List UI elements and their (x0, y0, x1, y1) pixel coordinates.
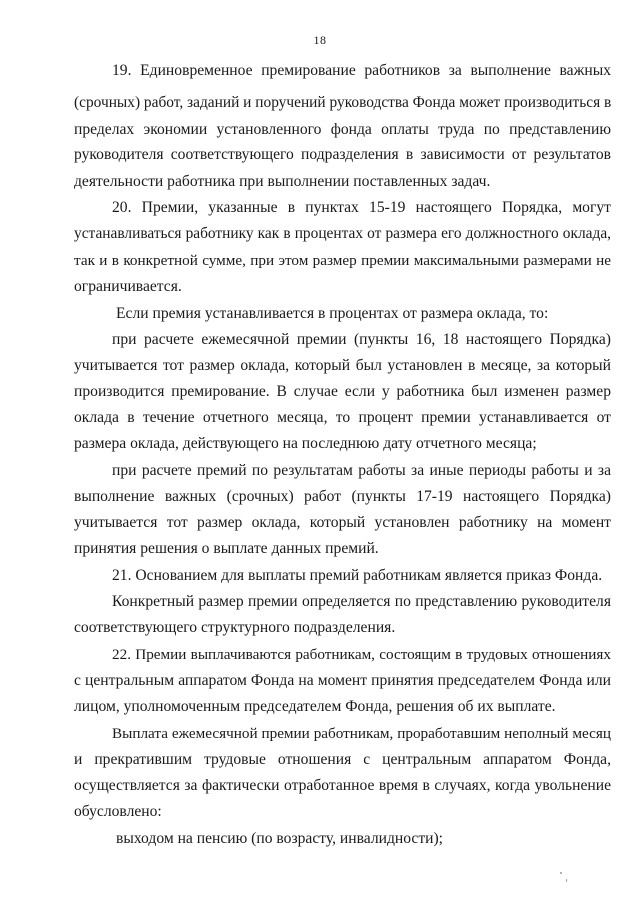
text-line: Конкретный размер премии определяется по представлению руководителя (112, 593, 611, 610)
text-line: осуществляется за фактически отработанное время в случаях, когда увольнение (74, 777, 611, 794)
text-line: учитывается тот размер оклада, который установлен работнику на момент (74, 514, 611, 531)
scan-speck (566, 879, 567, 882)
text-line: при расчете премий по результатам работы за иные периоды работы и за (112, 462, 611, 479)
text-line: Если премия устанавливается в процентах от размера оклада, то: (116, 305, 549, 322)
page-number: 18 (313, 33, 327, 47)
text-line: 21. Основанием для выплаты премий работникам является приказ Фонда. (112, 567, 603, 584)
text-line: обусловлено: (74, 803, 162, 820)
text-line: соответствующего структурного подразделения. (74, 619, 396, 636)
text-line: 20. Премии, указанные в пунктах 15-19 настоящего Порядка, могут (112, 199, 611, 216)
text-line: производится премирование. В случае если у работника был изменен размер (74, 383, 611, 400)
text-line: размера оклада, действующего на последнюю дату отчетного месяца; (74, 435, 537, 452)
text-line: 22. Премии выплачиваются работникам, состоящим в трудовых отношениях (112, 646, 611, 663)
text-line: оклада в течение отчетного месяца, то процент премии устанавливается от (74, 409, 611, 426)
text-line: выходом на пенсию (по возрасту, инвалидности); (116, 830, 444, 847)
text-line: (срочных) работ, заданий и поручений руководства Фонда может производиться в (74, 94, 612, 111)
text-line: при расчете ежемесячной премии (пункты 16, 18 настоящего Порядка) (112, 331, 611, 348)
text-line: так и в конкретной сумме, при этом размер премии максимальными размерами не (74, 252, 611, 269)
text-line: устанавливаться работнику как в процентах от размера его должностного оклада, (74, 225, 611, 242)
scan-speck (560, 872, 562, 874)
text-line: принятия решения о выплате данных премий. (74, 540, 379, 557)
text-line: лицом, уполномоченным председателем Фонда, решения об их выплате. (74, 698, 556, 715)
text-line: Выплата ежемесячной премии работникам, проработавшим неполный месяц (112, 725, 611, 742)
text-line: учитывается тот размер оклада, который был установлен в месяце, за который (74, 357, 611, 374)
text-line: пределах экономии установленного фонда оплаты труда по представлению (74, 121, 611, 138)
text-line: ограничивается. (74, 278, 182, 295)
text-line: деятельности работника при выполнении поставленных задач. (74, 173, 491, 190)
text-line: и прекратившим трудовые отношения с центральным аппаратом Фонда, (74, 751, 611, 768)
text-line: руководителя соответствующего подразделения в зависимости от результатов (74, 146, 611, 163)
text-line: 19. Единовременное премирование работников за выполнение важных (112, 62, 611, 79)
text-line: выполнение важных (срочных) работ (пункты 17-19 настоящего Порядка) (74, 488, 611, 505)
text-line: с центральным аппаратом Фонда на момент принятия председателем Фонда или (74, 672, 611, 689)
